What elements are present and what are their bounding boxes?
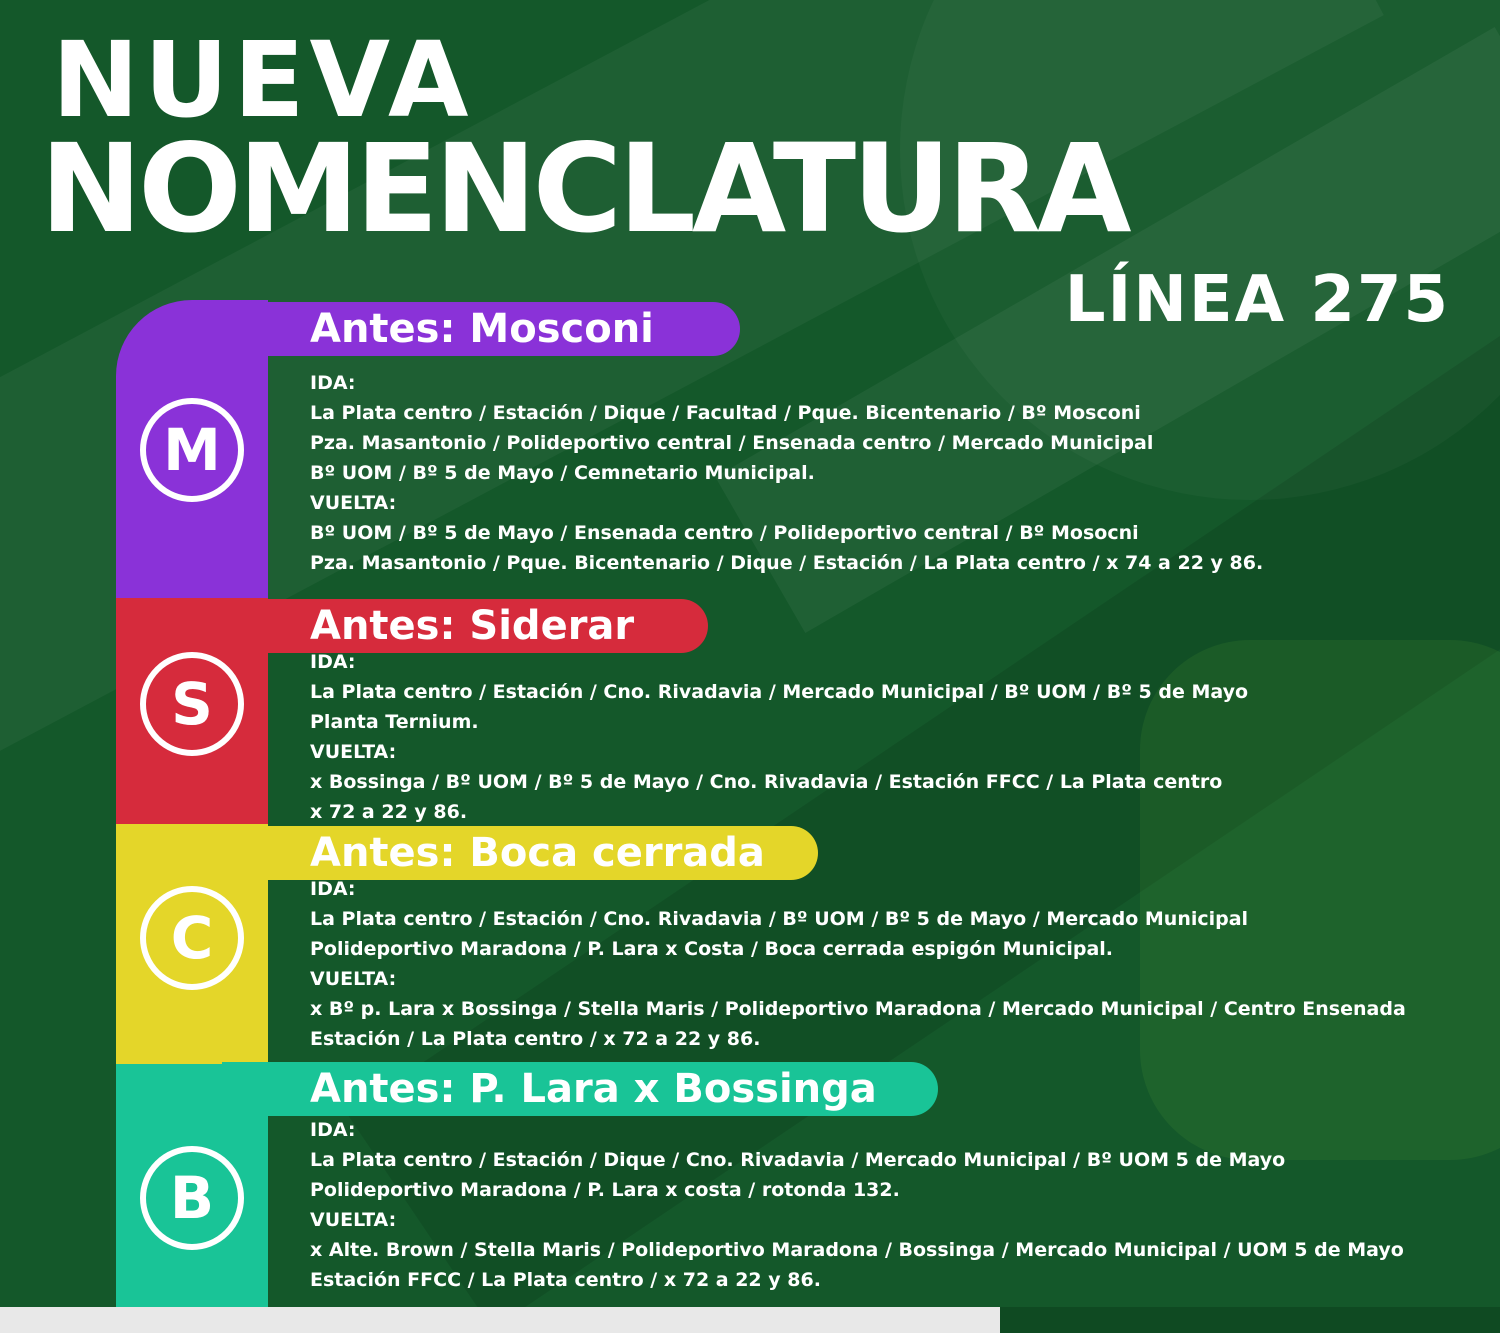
route-line: VUELTA: (310, 1209, 397, 1231)
branch-b-badge-icon: B (140, 1146, 244, 1250)
route-line: Polideportivo Maradona / P. Lara x Costa / Boca cerrada espigón Municipal. (310, 938, 1113, 960)
branch-s-badge-icon: S (140, 652, 244, 756)
bottom-strip-dark (1000, 1307, 1500, 1333)
route-line: x 72 a 22 y 86. (310, 801, 468, 823)
branch-m-title: Antes: Mosconi (222, 302, 740, 356)
branch-c-title: Antes: Boca cerrada (222, 826, 818, 880)
branch-m-badge-icon: M (140, 398, 244, 502)
route-line: Pza. Masantonio / Pque. Bicentenario / Dique / Estación / La Plata centro / x 74 a 22 y 86. (310, 552, 1264, 574)
route-line: La Plata centro / Estación / Cno. Rivadavia / Bº UOM / Bº 5 de Mayo / Mercado Municipal (310, 908, 1249, 930)
branch-m-route (310, 368, 1490, 578)
route-line: IDA: (310, 1119, 356, 1141)
route-line: x Bº p. Lara x Bossinga / Stella Maris / Polideportivo Maradona / Mercado Municipal / Centro Ensenada (310, 998, 1406, 1020)
branch-s-route (310, 647, 1490, 827)
route-line: VUELTA: (310, 741, 397, 763)
branch-b-route (310, 1115, 1490, 1295)
route-line: VUELTA: (310, 492, 397, 514)
title-nueva: NUEVA (52, 19, 474, 141)
route-line: La Plata centro / Estación / Cno. Rivadavia / Mercado Municipal / Bº UOM / Bº 5 de Mayo (310, 681, 1249, 703)
route-line: Bº UOM / Bº 5 de Mayo / Cemnetario Municipal. (310, 462, 815, 484)
route-line: IDA: (310, 878, 356, 900)
route-line: VUELTA: (310, 968, 397, 990)
route-line: Estación FFCC / La Plata centro / x 72 a 22 y 86. (310, 1269, 821, 1291)
branch-s-title: Antes: Siderar (222, 599, 708, 653)
route-line: x Alte. Brown / Stella Maris / Polideportivo Maradona / Bossinga / Mercado Municipal / UOM 5 de Mayo (310, 1239, 1404, 1261)
route-line: IDA: (310, 651, 356, 673)
route-line: Polideportivo Maradona / P. Lara x costa / rotonda 132. (310, 1179, 900, 1201)
branch-c-badge-icon: C (140, 886, 244, 990)
title-linea: LÍNEA 275 (1064, 263, 1450, 337)
route-line: Planta Ternium. (310, 711, 479, 733)
route-line: La Plata centro / Estación / Dique / Facultad / Pque. Bicentenario / Bº Mosconi (310, 402, 1141, 424)
route-line: IDA: (310, 372, 356, 394)
route-line: Estación / La Plata centro / x 72 a 22 y 86. (310, 1028, 761, 1050)
branch-b-title: Antes: P. Lara x Bossinga (222, 1062, 938, 1116)
bottom-strip (0, 1307, 1000, 1333)
branch-c-route (310, 874, 1490, 1054)
route-line: Pza. Masantonio / Polideportivo central / Ensenada centro / Mercado Municipal (310, 432, 1154, 454)
route-line: x Bossinga / Bº UOM / Bº 5 de Mayo / Cno. Rivadavia / Estación FFCC / La Plata centro (310, 771, 1223, 793)
title-nomenclatura: NOMENCLATURA (40, 118, 1128, 260)
route-line: Bº UOM / Bº 5 de Mayo / Ensenada centro / Polideportivo central / Bº Mosocni (310, 522, 1139, 544)
route-line: La Plata centro / Estación / Dique / Cno. Rivadavia / Mercado Municipal / Bº UOM 5 de Mayo (310, 1149, 1286, 1171)
